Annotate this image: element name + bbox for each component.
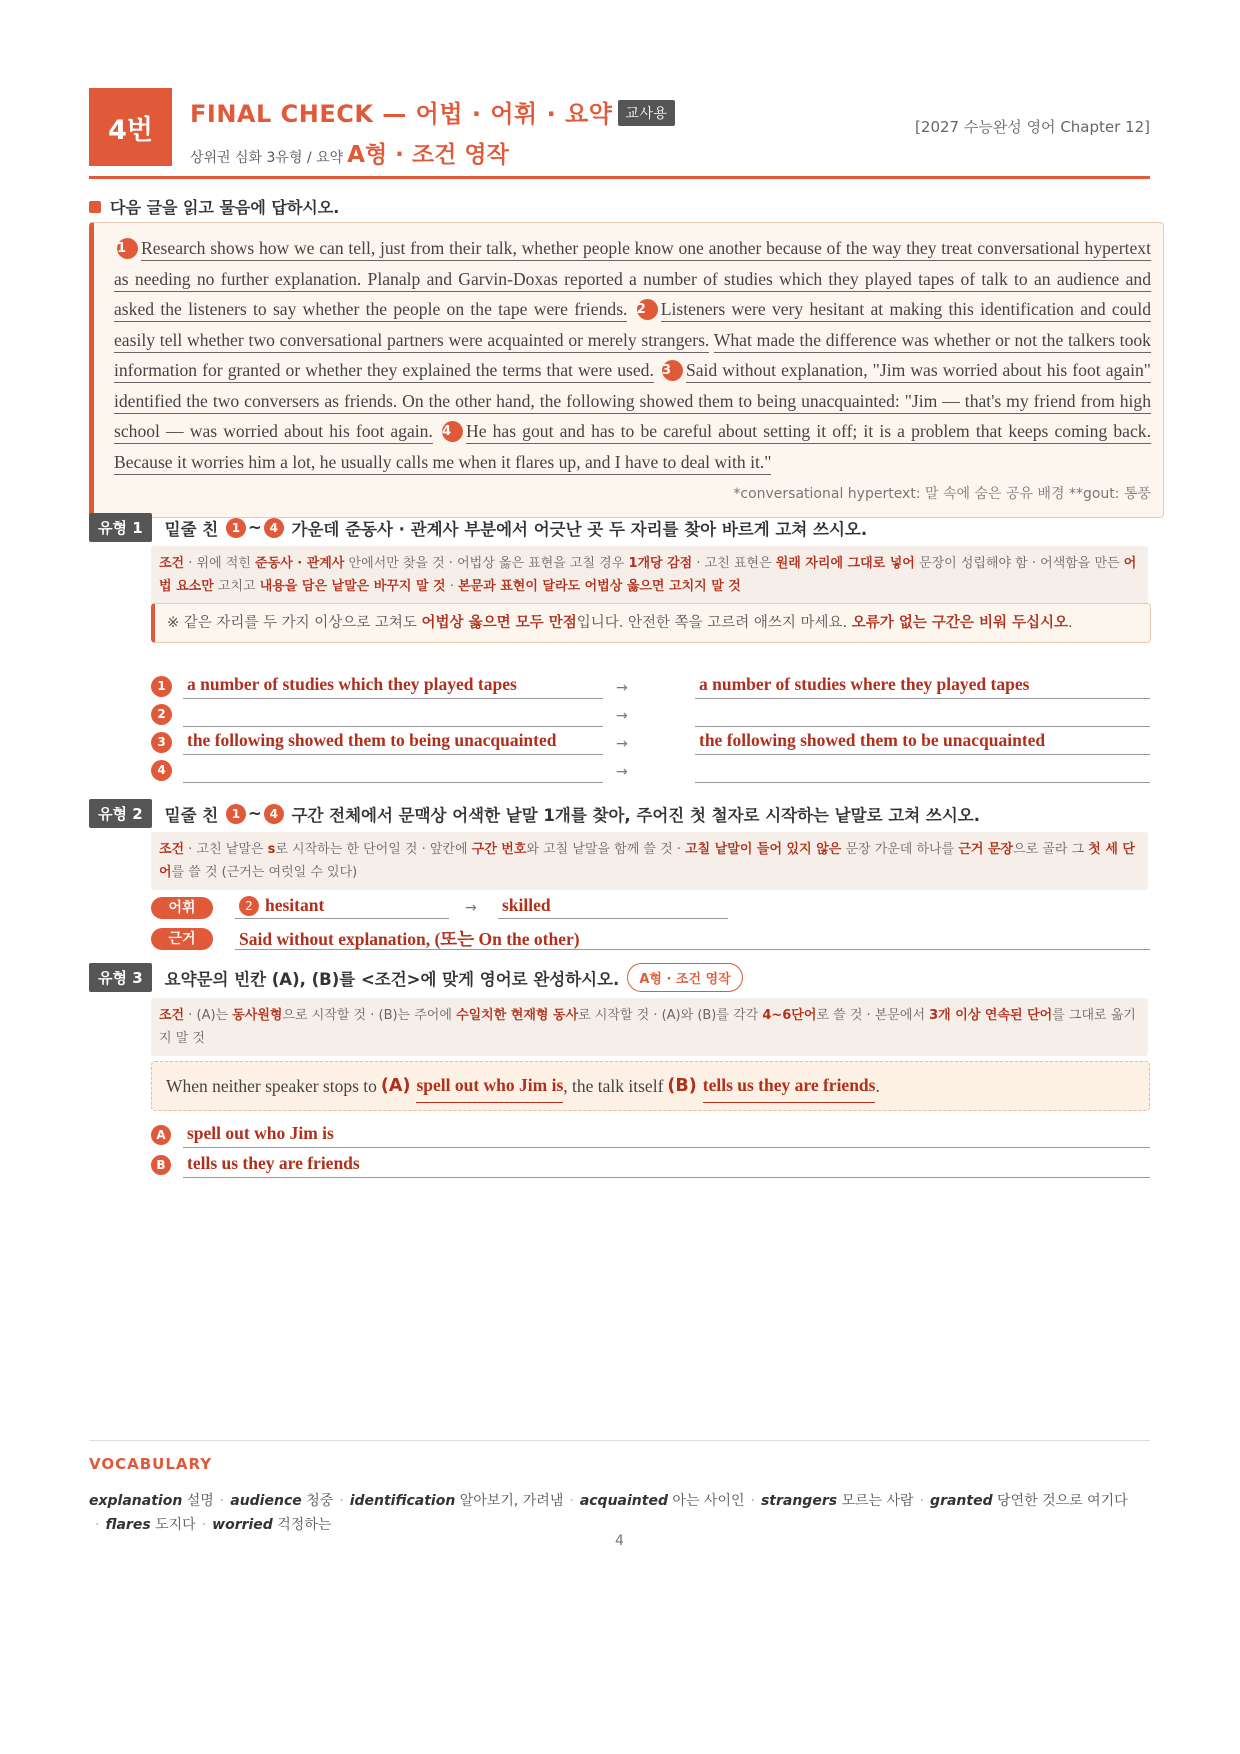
vocab-ko: 모르는 사람	[837, 1493, 914, 1509]
wrong-expression: the following showed them to being unacquainted	[187, 730, 557, 750]
passage-plain-2: What made the difference was whether or not the talkers took information for granted or whether they explained the terms that were used.	[114, 330, 1151, 384]
passage-segment-2: Listeners were very hesitant at making this identification and could easily tell whether two conversational partners were acquainted or merely strangers.	[114, 299, 1151, 353]
arrow-icon: →	[616, 736, 628, 752]
task1-text-post: 가운데 준동사 · 관계사 부분에서 어긋난 곳 두 자리를 찾아 바르게 고쳐 쓰시오.	[291, 519, 868, 539]
blank-label-a: (A)	[380, 1076, 411, 1096]
vocab-en: identification	[349, 1493, 456, 1509]
vocab-item	[930, 1493, 1128, 1509]
cond-emph: 첫 세 단어	[159, 842, 1135, 880]
title-text: FINAL CHECK — 어법 · 어휘 · 요약	[190, 100, 613, 128]
cond-emph: s	[267, 842, 276, 857]
cond-text: 를 쓸 것 (근거는 여럿일 수 있다)	[171, 865, 358, 880]
corrected-expression: the following showed them to be unacquainted	[699, 730, 1046, 750]
cond-text: 안에서만 찾을 것 · 어법상 옳은 표현을 고칠 경우	[344, 556, 629, 571]
cond-emph: 동사원형	[232, 1008, 283, 1023]
passage-segment-4: He has gout and has to be careful about setting it off; it is a problem that keeps coming back. Because it worries him a lot, he usually calls me when it flares up, and I have to deal with it."	[114, 421, 1151, 475]
cond-text: 를 그대로 옮기지 말 것	[159, 1008, 1136, 1046]
answer-a-row	[151, 1123, 1150, 1149]
vocab-wrong-word: hesitant	[265, 895, 325, 915]
vocab-pill: 어휘	[151, 897, 213, 919]
source-label: [2027 수능완성 영어 Chapter 12]	[915, 118, 1150, 136]
task3-header	[89, 963, 743, 992]
note-text: 입니다. 안전한 쪽을 고르려 애쓰지 마세요.	[576, 615, 852, 631]
circled-number-4: 4	[264, 518, 284, 538]
evidence-answer-row	[151, 925, 1150, 951]
wrong-expression-field[interactable]	[183, 674, 603, 699]
cond-emph: 원래 자리에 그대로 넣어	[775, 556, 915, 571]
wrong-expression-field[interactable]	[183, 758, 603, 783]
cond-text: · 위에 적힌	[184, 556, 256, 571]
subtitle-type: A형 · 조건 영작	[347, 142, 509, 168]
passage-segment-1: Research shows how we can tell, just from their talk, whether people know one another because of the way they treat conversational hypertext as needing no further explanation. Planalp and Garvin-Doxas reported a number of studies which they played tapes of talk to an audience and asked the listeners to say whether the people on the tape were friends.	[114, 238, 1151, 322]
vocab-separator: ·	[339, 1493, 344, 1509]
vocab-ko: 청중	[301, 1493, 334, 1509]
cond-text: 으로 골라 그	[1013, 842, 1089, 857]
vocab-ko: 아는 사이인	[667, 1493, 745, 1509]
task3-tag: 유형 3	[89, 963, 152, 992]
summary-text: , the talk itself	[563, 1075, 664, 1096]
condition-label: 조건	[159, 1008, 185, 1023]
subtitle-text: 상위권 심화 3유형 / 요약	[190, 150, 344, 166]
header	[89, 88, 1150, 179]
task2-text-pre: 밑줄 친	[164, 805, 219, 825]
cond-emph: 4~6단어	[762, 1008, 817, 1023]
vocabulary-list	[89, 1489, 1150, 1537]
evidence-pill: 근거	[151, 928, 213, 950]
vocab-en: acquainted	[579, 1493, 668, 1509]
vocab-item	[580, 1493, 745, 1509]
tilde: ~	[247, 804, 262, 823]
cond-emph: 1개당 감점	[628, 556, 693, 571]
vocab-separator: ·	[750, 1493, 755, 1509]
task1-note	[151, 603, 1151, 643]
circled-number-1: 1	[151, 676, 172, 697]
vocab-answer-row	[151, 894, 1150, 920]
vocab-item	[89, 1493, 214, 1509]
vocabulary-section	[89, 1440, 1150, 1537]
arrow-icon: →	[465, 900, 477, 916]
passage-footnote: *conversational hypertext: 말 속에 숨은 공유 배경 **gout: 통풍	[733, 486, 1151, 502]
note-text: .	[1068, 615, 1073, 631]
page-number: 4	[615, 1533, 624, 1549]
cond-emph: 근거 문장	[958, 842, 1014, 857]
instruction	[89, 195, 339, 218]
corrected-expression-field[interactable]	[695, 730, 1150, 755]
blank-label-b: (B)	[667, 1076, 697, 1096]
summary-blank-b[interactable]: tells us they are friends	[703, 1075, 876, 1103]
circled-number-1: 1	[226, 518, 246, 538]
circled-number-4: 4	[151, 760, 172, 781]
passage-box	[89, 222, 1164, 518]
cond-text: · 고친 낱말은	[184, 842, 268, 857]
passage-segment-3: Said without explanation, "Jim was worried about his foot again" identified the two conversers as friends. On the other hand, the following showed them to being unacquainted: "Jim — that's my friend from high school — was worried about his foot again.	[114, 360, 1151, 444]
arrow-icon: →	[616, 680, 628, 696]
circled-letter-b: B	[151, 1155, 171, 1175]
cond-emph: 준동사 · 관계사	[255, 556, 345, 571]
task3-text: 요약문의 빈칸 (A), (B)를 <조건>에 맞게 영어로 완성하시오.	[164, 969, 620, 989]
cond-text: 으로 시작할 것 · (B)는 주어에	[282, 1008, 457, 1023]
evidence-text: Said without explanation, (또는 On the other)	[239, 929, 580, 949]
wrong-expression	[183, 758, 187, 778]
circled-number-2: 2	[151, 704, 172, 725]
vocab-separator: ·	[95, 1517, 100, 1533]
cond-text: 고치고	[213, 579, 260, 594]
cond-emph: 고칠 낱말이 들어 있지 않은	[685, 842, 842, 857]
worksheet-page	[89, 88, 1152, 1549]
wrong-expression-field[interactable]	[183, 730, 603, 755]
cond-text: · 고친 표현은	[692, 556, 776, 571]
wrong-expression: a number of studies which they played tapes	[187, 674, 517, 694]
corrected-expression	[695, 702, 699, 722]
vocab-ko: 걱정하는	[272, 1517, 332, 1533]
answer-b-text: tells us they are friends	[187, 1153, 360, 1173]
vocab-en: strangers	[760, 1493, 838, 1509]
vocab-item	[761, 1493, 914, 1509]
task1-header	[89, 513, 867, 542]
cond-emph: 어법 요소만	[159, 556, 1137, 594]
tilde: ~	[247, 518, 262, 537]
answer-b-field[interactable]	[183, 1153, 1150, 1178]
note-text: ※ 같은 자리를 두 가지 이상으로 고쳐도	[167, 615, 422, 631]
cond-emph: 수일치한 현재형 동사	[456, 1008, 579, 1023]
vocab-ko: 설명	[182, 1493, 214, 1509]
cond-text: 문장 가운데 하나를	[841, 842, 959, 857]
vocab-separator: ·	[569, 1493, 574, 1509]
note-emph: 어법상 옳으면 모두 만점	[421, 615, 577, 631]
arrow-icon: →	[616, 764, 628, 780]
page-title	[190, 94, 675, 129]
vocab-ko: 알아보기, 가려냄	[455, 1493, 564, 1509]
evidence-field[interactable]	[235, 925, 1150, 950]
subtitle	[190, 136, 509, 169]
summary-text: .	[875, 1075, 880, 1096]
vocab-en: flares	[105, 1517, 151, 1533]
vocab-ko: 도지다	[150, 1517, 196, 1533]
task1-text-pre: 밑줄 친	[164, 519, 219, 539]
condition-label: 조건	[159, 842, 185, 857]
cond-text: 로 시작하는 한 단어일 것 · 앞칸에	[275, 842, 472, 857]
condition-label: 조건	[159, 556, 185, 571]
vocab-fix-field[interactable]	[498, 894, 728, 919]
vocab-en: audience	[230, 1493, 302, 1509]
note-emph: 오류가 없는 구간은 비워 두십시오	[851, 615, 1069, 631]
corrected-expression-field[interactable]	[695, 674, 1150, 699]
vocab-ko: 당연한 것으로 여기다	[992, 1493, 1128, 1509]
task2-conditions	[151, 832, 1148, 890]
corrected-expression: a number of studies where they played tapes	[699, 674, 1030, 694]
cond-text: · (A)는	[184, 1008, 233, 1023]
vocab-separator: ·	[201, 1517, 207, 1533]
vocab-item	[212, 1517, 331, 1533]
teacher-tag: 교사용	[618, 100, 674, 126]
cond-text: 문장이 성립해야 함 · 어색함을 만든	[914, 556, 1124, 571]
square-bullet-icon	[89, 201, 101, 213]
vocab-en: granted	[930, 1493, 993, 1509]
cond-emph: 내용을 담은 낱말은 바꾸지 말 것	[259, 579, 446, 594]
cond-text: 로 시작할 것 · (A)와 (B)를 각각	[578, 1008, 763, 1023]
vocab-en: worried	[212, 1517, 273, 1533]
question-number-badge: 4번	[89, 88, 172, 166]
circled-number-1: 1	[117, 238, 138, 259]
instruction-text: 다음 글을 읽고 물음에 답하시오.	[110, 198, 340, 217]
circled-number-3: 3	[662, 360, 683, 381]
vocab-item	[230, 1493, 333, 1509]
summary-blank-a[interactable]: spell out who Jim is	[416, 1075, 563, 1103]
task2-tag: 유형 2	[89, 799, 152, 828]
task2-header	[89, 799, 980, 828]
cond-text: ·	[445, 579, 459, 594]
answer-row-1	[151, 674, 1150, 700]
circled-number-1: 1	[226, 804, 246, 824]
cond-emph: 3개 이상 연속된 단어	[929, 1008, 1053, 1023]
passage-text	[114, 233, 1151, 477]
task3-conditions	[151, 998, 1148, 1056]
vocabulary-title: VOCABULARY	[89, 1455, 213, 1473]
vocab-separator: ·	[919, 1493, 925, 1509]
corrected-expression-field[interactable]	[695, 702, 1150, 727]
arrow-icon: →	[616, 708, 628, 724]
circled-number-3: 3	[151, 732, 172, 753]
circled-number-2: 2	[637, 299, 658, 320]
answer-row-4	[151, 758, 1150, 784]
circled-number-4: 4	[442, 421, 463, 442]
answer-b-row	[151, 1153, 1150, 1179]
task1-conditions	[151, 546, 1148, 604]
cond-emph: 구간 번호	[471, 842, 527, 857]
vocab-fixed-word: skilled	[502, 895, 551, 915]
vocab-en: explanation	[89, 1493, 183, 1509]
vocab-separator: ·	[219, 1493, 225, 1509]
wrong-expression-field[interactable]	[183, 702, 603, 727]
cond-emph: 본문과 표현이 달라도 어법상 옳으면 고치지 말 것	[458, 579, 741, 594]
cond-text: 와 고칠 낱말을 함께 쓸 것 ·	[526, 842, 686, 857]
vocab-wrong-field[interactable]	[235, 894, 449, 919]
task3-type-badge: A형 · 조건 영작	[627, 963, 742, 992]
answer-row-3	[151, 730, 1150, 756]
circled-number-4: 4	[264, 804, 284, 824]
circled-letter-a: A	[151, 1125, 171, 1145]
task1-tag: 유형 1	[89, 513, 152, 542]
circled-number-2: 2	[239, 896, 259, 916]
vocab-item	[105, 1517, 195, 1533]
task2-text-post: 구간 전체에서 문맥상 어색한 낱말 1개를 찾아, 주어진 첫 철자로 시작하는 낱말로 고쳐 쓰시오.	[291, 805, 980, 825]
answer-a-field[interactable]	[183, 1123, 1150, 1148]
summary-text: When neither speaker stops to	[166, 1075, 377, 1096]
cond-text: 로 쓸 것 · 본문에서	[816, 1008, 930, 1023]
corrected-expression-field[interactable]	[695, 758, 1150, 783]
summary-sentence-box	[151, 1061, 1150, 1111]
wrong-expression	[183, 702, 187, 722]
corrected-expression	[695, 758, 699, 778]
vocab-item	[350, 1493, 564, 1509]
answer-row-2	[151, 702, 1150, 728]
answer-a-text: spell out who Jim is	[187, 1123, 334, 1143]
